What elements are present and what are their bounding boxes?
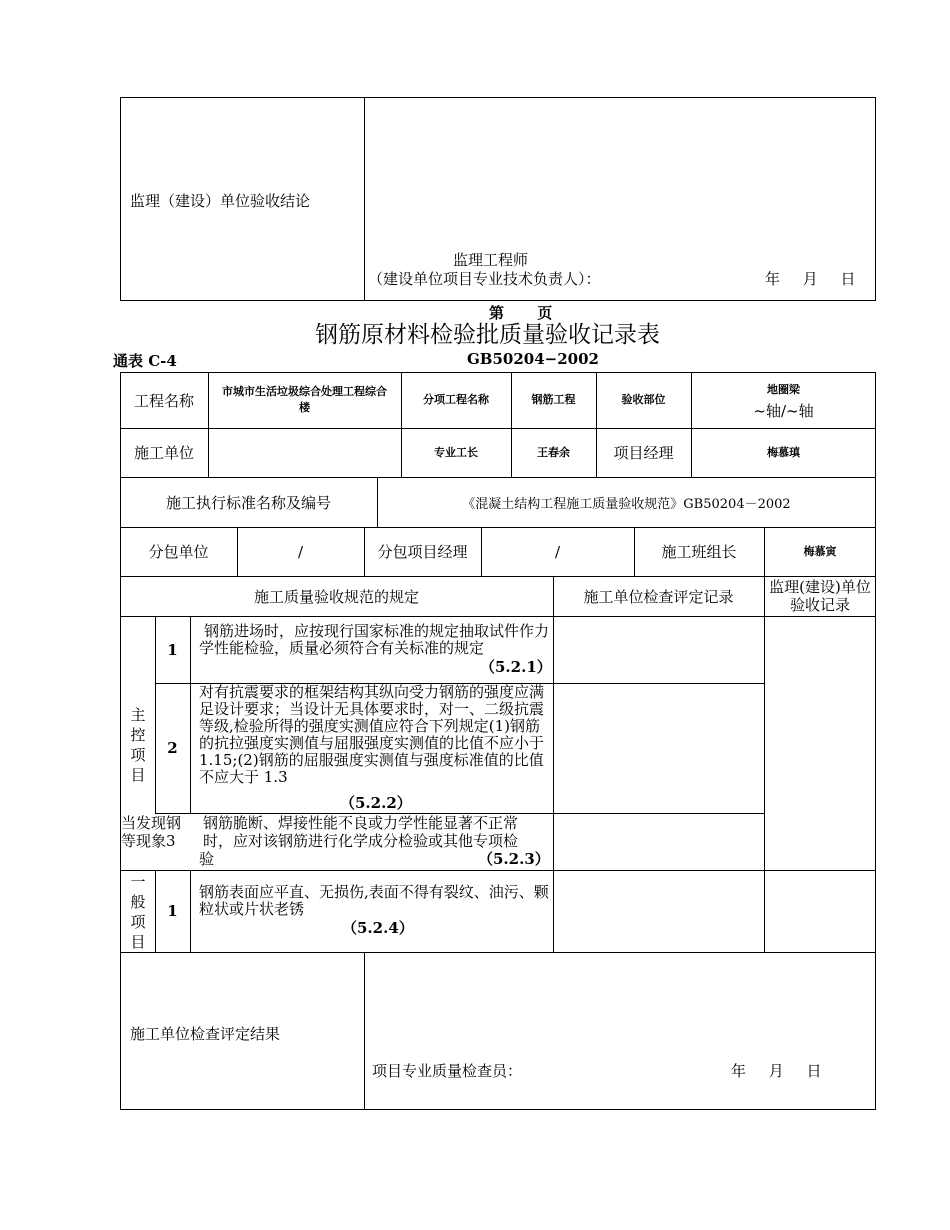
standard-code: GB50204−2002 bbox=[467, 350, 599, 368]
sub-manager-value: / bbox=[554, 542, 561, 561]
divider bbox=[364, 97, 365, 301]
form-title: 钢筋原材料检验批质量验收记录表 bbox=[315, 322, 660, 348]
main-control-label: 主控项目 bbox=[130, 706, 146, 784]
general-items-label: 一般项目 bbox=[130, 873, 146, 951]
item-text-line: 验 bbox=[199, 850, 215, 868]
sub-project-value: 钢筋工程 bbox=[531, 393, 576, 407]
manager-value: 梅慕瑱 bbox=[767, 445, 800, 459]
check-column-header: 施工单位检查评定记录 bbox=[583, 587, 734, 606]
item-reference: （5.2.1） bbox=[480, 658, 552, 676]
spec-column-header: 施工质量验收规范的规定 bbox=[253, 587, 419, 606]
supervision-column-header: 监理(建设)单位验收记录 bbox=[769, 578, 871, 614]
page-number-marker: 第 页 bbox=[489, 304, 553, 322]
item-text: 钢筋表面应平直、无损伤,表面不得有裂纹、油污、颗粒状或片状老锈 bbox=[199, 883, 549, 918]
item-text-line: 钢筋脆断、焊接性能不良或力学性能显著不正常 bbox=[203, 814, 519, 832]
standard-label: 施工执行标准名称及编号 bbox=[165, 493, 331, 512]
foreman-label: 专业工长 bbox=[434, 445, 478, 459]
acceptance-part-value-line2: ~轴/~轴 bbox=[753, 401, 814, 420]
item-text-line: 时，应对该钢筋进行化学成分检验或其他专项检 bbox=[203, 832, 519, 850]
item3-left-line2: 等现象3 bbox=[121, 832, 176, 850]
acceptance-part-value-line1: 地圈梁 bbox=[767, 383, 800, 397]
signature-date: 年 月 日 bbox=[765, 270, 856, 288]
form-code: 通表 C-4 bbox=[113, 352, 177, 370]
item-text: 对有抗震要求的框架结构其纵向受力钢筋的强度应满足设计要求；当设计无具体要求时，对一、二级抗震等级,检验所得的强度实测值应符合下列规定(1)钢筋的抗拉强度实测值与屈服强度实测值的比值不应小于 1.15;(2)钢筋的屈服强度实测值与强度标准值的比值不应大于 1.3 bbox=[199, 683, 545, 786]
standard-value: 《混凝土结构工程施工质量验收规范》GB50204－2002 bbox=[462, 496, 791, 512]
team-leader-label: 施工班组长 bbox=[661, 543, 737, 561]
inspection-date: 年 月 日 bbox=[731, 1062, 822, 1080]
constructor-value bbox=[208, 428, 401, 477]
acceptance-part-label: 验收部位 bbox=[621, 393, 666, 407]
item3-left-line1: 当发现钢 bbox=[121, 814, 182, 832]
subcontractor-value: / bbox=[297, 542, 304, 561]
sub-manager-label: 分包项目经理 bbox=[377, 543, 468, 561]
item-number: 1 bbox=[167, 640, 178, 659]
item-reference: （5.2.3） bbox=[478, 850, 550, 868]
foreman-value: 王春余 bbox=[537, 445, 570, 459]
project-name-label: 工程名称 bbox=[133, 391, 194, 410]
quality-inspector-label: 项目专业质量检查员： bbox=[372, 1062, 523, 1080]
supervision-engineer-label: 监理工程师 bbox=[453, 251, 529, 269]
constructor-label: 施工单位 bbox=[133, 444, 194, 462]
subcontractor-label: 分包单位 bbox=[148, 543, 209, 561]
item-reference: （5.2.2） bbox=[340, 794, 412, 812]
item-number: 2 bbox=[167, 739, 178, 757]
item-reference: （5.2.4） bbox=[342, 919, 414, 937]
item-number: 1 bbox=[167, 902, 178, 920]
team-leader-value: 梅慕寅 bbox=[803, 544, 837, 558]
supervision-conclusion-label: 监理（建设）单位验收结论 bbox=[130, 192, 311, 210]
construction-tech-lead-label: （建设单位项目专业技术负责人）： bbox=[368, 270, 601, 288]
item-text: 钢筋进场时，应按现行国家标准的规定抽取试件作力学性能检验，质量必须符合有关标准的规定 bbox=[199, 622, 550, 657]
check-result-label: 施工单位检查评定结果 bbox=[130, 1025, 281, 1043]
sub-project-label: 分项工程名称 bbox=[423, 393, 489, 407]
manager-label: 项目经理 bbox=[613, 444, 674, 462]
project-name-value: 市城市生活垃圾综合处理工程综合楼 bbox=[222, 385, 387, 414]
